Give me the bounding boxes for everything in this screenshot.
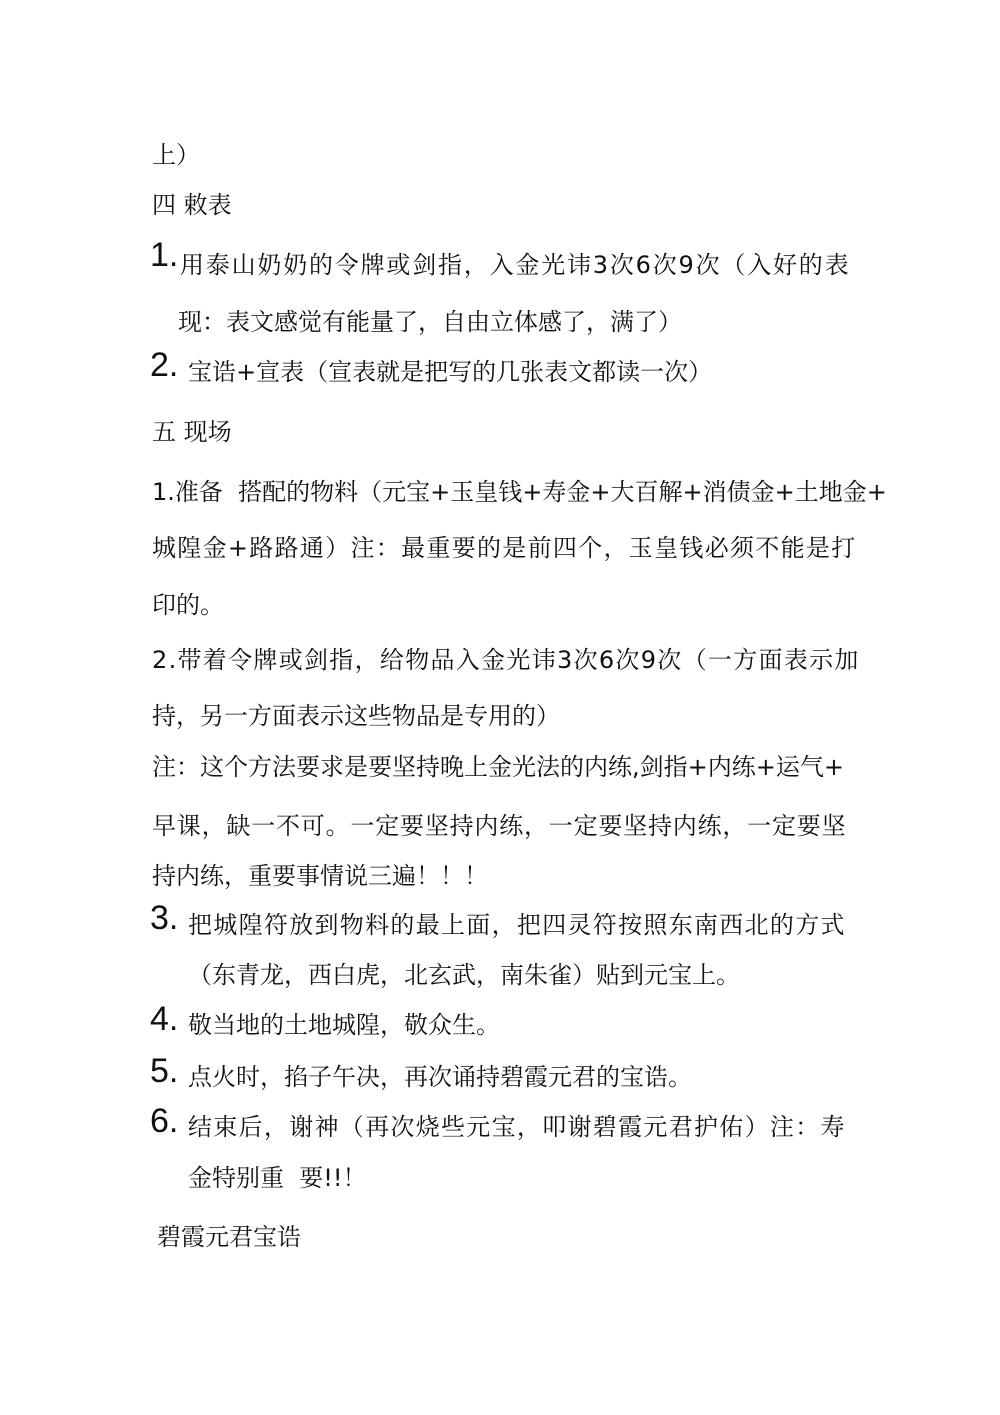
item6-line2: 金特别重 要!!！ bbox=[188, 1164, 367, 1192]
item-number-1: 1. bbox=[150, 236, 179, 274]
item-number-2: 2. bbox=[150, 346, 179, 384]
item-number-4: 4. bbox=[150, 1000, 179, 1038]
step1-line3: 印的。 bbox=[152, 591, 224, 619]
item6-line1: 结束后，谢神（再次烧些元宝，叩谢碧霞元君护佑）注：寿 bbox=[188, 1113, 846, 1141]
note-line2: 早课，缺一不可。一定要坚持内练，一定要坚持内练，一定要坚 bbox=[152, 812, 847, 840]
item1-line2: 现：表文感觉有能量了，自由立体感了，满了） bbox=[178, 308, 682, 336]
item-number-6: 6. bbox=[150, 1102, 179, 1140]
section4-heading: 四 敕表 bbox=[152, 191, 232, 219]
item5-line1: 点火时，掐子午决，再次诵持碧霞元君的宝诰。 bbox=[188, 1063, 692, 1091]
continuation-text: 上） bbox=[152, 141, 200, 169]
item-number-5: 5. bbox=[150, 1052, 179, 1090]
note-line1: 注：这个方法要求是要坚持晚上金光法的内练,剑指+内练+运气+ bbox=[152, 753, 844, 781]
item-number-3: 3. bbox=[150, 899, 179, 937]
closing-heading: 碧霞元君宝诰 bbox=[157, 1223, 301, 1251]
step2-line1: 2.带着令牌或剑指，给物品入金光讳3次6次9次（一方面表示加 bbox=[152, 646, 860, 674]
step2-line2: 持，另一方面表示这些物品是专用的） bbox=[152, 702, 560, 730]
step1-line1: 1.准备 搭配的物料（元宝+玉皇钱+寿金+大百解+消债金+土地金+ bbox=[152, 478, 887, 506]
item3-line1: 把城隍符放到物料的最上面，把四灵符按照东南西北的方式 bbox=[188, 911, 846, 939]
item1-line1: 用泰山奶奶的令牌或剑指，入金光讳3次6次9次（入好的表 bbox=[180, 251, 851, 279]
section5-heading: 五 现场 bbox=[152, 418, 232, 446]
note-line3: 持内练，重要事情说三遍！！！ bbox=[152, 862, 488, 890]
item4-line1: 敬当地的土地城隍，敬众生。 bbox=[188, 1011, 500, 1039]
item3-line2: （东青龙，西白虎，北玄武，南朱雀）贴到元宝上。 bbox=[188, 961, 740, 989]
step1-line2: 城隍金+路路通）注：最重要的是前四个，玉皇钱必须不能是打 bbox=[152, 534, 857, 562]
item2-line1: 宝诰+宣表（宣表就是把写的几张表文都读一次） bbox=[188, 358, 713, 386]
